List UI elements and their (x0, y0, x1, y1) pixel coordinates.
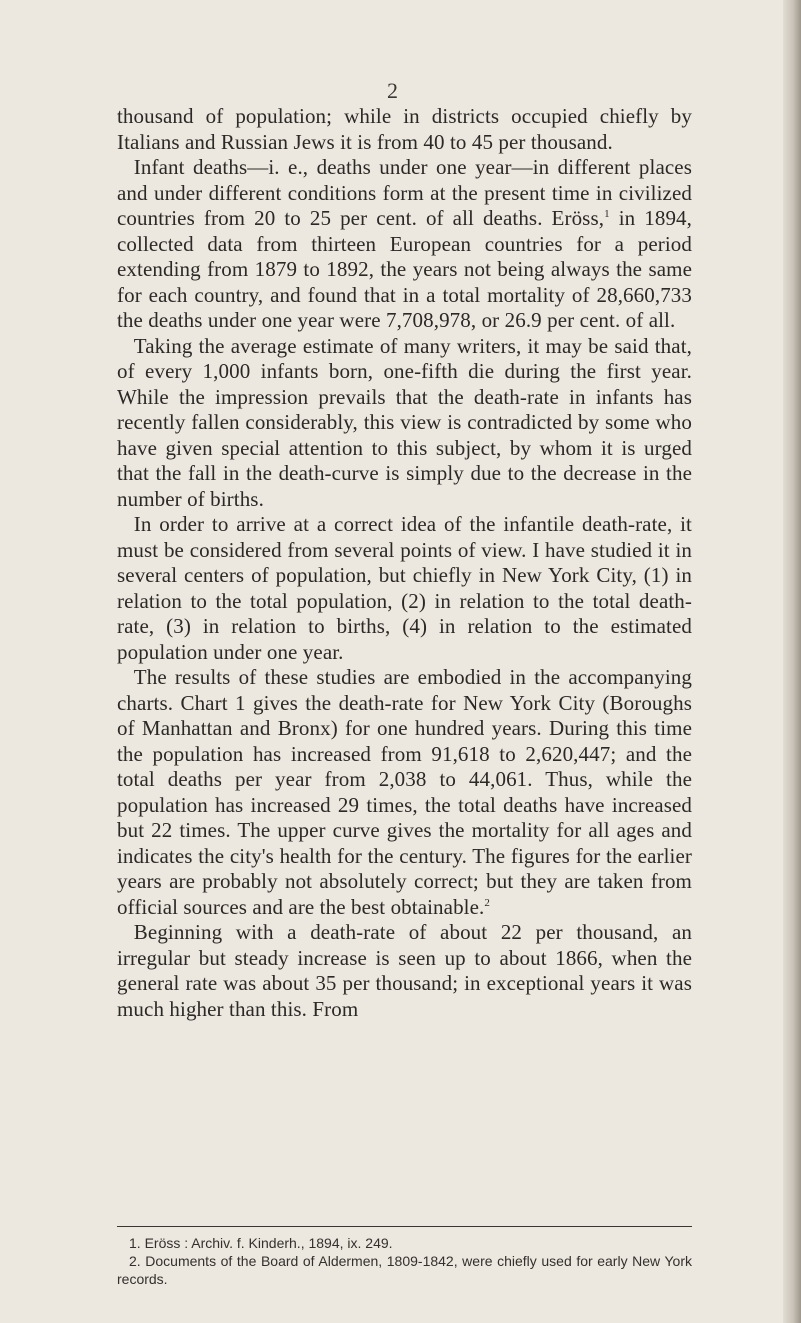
footnotes (117, 1234, 692, 1288)
footnote-1: 1. Eröss : Archiv. f. Kinderh., 1894, ix. 249. (129, 1235, 393, 1251)
footnote-ref-2: 2 (484, 896, 490, 909)
paragraph-2 (117, 155, 692, 334)
paragraph-2-text-start: Infant deaths—i. e., deaths under one year—in different places and under different conditions form at the present time in civilized countries from 20 to 25 per cent. of all deaths. Eröss, (117, 155, 692, 230)
paragraph-4-text: In order to arrive at a correct idea of the infantile death-rate, it must be considered from several points of view. I have studied it in several centers of population, but chiefly in New York City, (1) in relation to the total population, (2) in relation to the total death-rate, (3) in relation to births, (4) in relation to the estimated population under one year. (117, 512, 692, 664)
paragraph-2-text-end: in 1894, collected data from thirteen European countries for a period extending from 1879 to 1892, the years not being always the same for each country, and found that in a total mortality of 28,660,733 the deaths under one year were 7,708,978, or 26.9 per cent. of all. (117, 206, 692, 332)
footnote-2: 2. Documents of the Board of Aldermen, 1809-1842, were chiefly used for early New York records. (117, 1253, 692, 1287)
page-number: 2 (387, 78, 398, 103)
page-edge-shadow (783, 0, 801, 1323)
body-text (117, 104, 692, 1022)
paragraph-1 (117, 104, 692, 155)
paragraph-6-text: Beginning with a death-rate of about 22 per thousand, an irregular but steady increase is seen up to about 1866, when the general rate was about 35 per thousand; in exceptional years it was much higher than this. From (117, 920, 692, 1021)
paragraph-4 (117, 512, 692, 665)
paragraph-5 (117, 665, 692, 920)
paragraph-6 (117, 920, 692, 1022)
paragraph-1-text: thousand of population; while in districts occupied chiefly by Italians and Russian Jews it is from 40 to 45 per thousand. (117, 104, 692, 154)
paragraph-5-text: The results of these studies are embodied in the accompanying charts. Chart 1 gives the death-rate for New York City (Boroughs of Manhattan and Bronx) for one hundred years. During this time the population has increased from 91,618 to 2,620,447; and the total deaths per year from 2,038 to 44,061. Thus, while the population has increased 29 times, the total deaths have increased but 22 times. The upper curve gives the mortality for all ages and indicates the city's health for the century. The figures for the earlier years are probably not absolutely correct; but they are taken from official sources and are the best obtainable. (117, 665, 692, 919)
footnote-ref-1: 1 (604, 208, 610, 220)
paragraph-3 (117, 334, 692, 513)
paragraph-3-text: Taking the average estimate of many writers, it may be said that, of every 1,000 infants born, one-fifth die during the first year. While the impression prevails that the death-rate in infants has recently fallen considerably, this view is contradicted by some who have given special attention to this subject, by whom it is urged that the fall in the death-curve is simply due to the decrease in the number of births. (117, 333, 692, 511)
footnote-divider (117, 1226, 692, 1227)
